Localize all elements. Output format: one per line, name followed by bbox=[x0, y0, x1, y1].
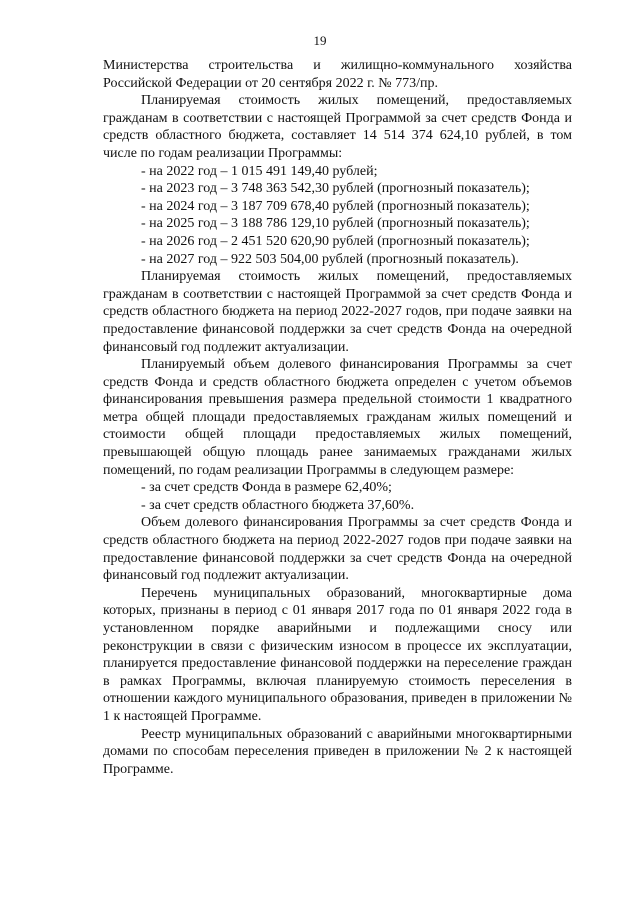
list-item: - за счет средств Фонда в размере 62,40%; bbox=[141, 480, 392, 496]
paragraph: Планируемая стоимость жилых помещений, предоставляемых гражданам в соответствии с настоящей Программой за счет средств Фонда и средств областного бюджета на период 2022-2027 годов, при подаче заявки на предоставление финансовой поддержки за счет средств Фонда на очередной финансовый год подлежит актуализации. bbox=[103, 269, 572, 355]
list-item: - на 2023 год – 3 748 363 542,30 рублей (прогнозный показатель); bbox=[141, 181, 530, 197]
list-item: - на 2024 год – 3 187 709 678,40 рублей (прогнозный показатель); bbox=[141, 198, 530, 214]
paragraph: Реестр муниципальных образований с аварийными многоквартирными домами по способам переселения приведен в приложении № 2 к настоящей Программе. bbox=[103, 726, 572, 777]
list-item: - на 2022 год – 1 015 491 149,40 рублей; bbox=[141, 163, 378, 179]
list-item: - за счет средств областного бюджета 37,60%. bbox=[141, 497, 415, 513]
paragraph: Объем долевого финансирования Программы за счет средств Фонда и средств областного бюджета на период 2022-2027 годов при подаче заявки на предоставление финансовой поддержки за счет средств Фонда на очередной финансовый год подлежит актуализации. bbox=[103, 515, 572, 584]
document-body bbox=[103, 57, 572, 778]
list-item: - на 2025 год – 3 188 786 129,10 рублей (прогнозный показатель); bbox=[141, 216, 530, 232]
paragraph: Перечень муниципальных образований, многоквартирные дома которых, признаны в период с 01 января 2017 года по 01 января 2022 года в установленном порядке аварийными и подлежащими сносу или реконструкции в связи с физическим износом в процессе их эксплуатации, планируется предоставление финансовой поддержки на переселение граждан в рамках Программы, включая планируемую стоимость переселения в отношении каждого муниципального образования, приведен в приложении № 1 к настоящей Программе. bbox=[103, 585, 572, 724]
paragraph: Министерства строительства и жилищно-коммунального хозяйства Российской Федерации от 20 сентября 2022 г. № 773/пр. bbox=[103, 58, 572, 91]
page-number: 19 bbox=[313, 33, 327, 48]
list-item: - на 2027 год – 922 503 504,00 рублей (прогнозный показатель). bbox=[141, 251, 519, 267]
paragraph: Планируемый объем долевого финансирования Программы за счет средств Фонда и средств областного бюджета определен с учетом объемов финансирования превышения размера предельной стоимости 1 квадратного метра общей площади предоставляемых гражданам жилых помещений и стоимости общей площади предоставляемых жилых помещений, превышающей общую площадь ранее занимаемых гражданами жилых помещений, по годам реализации Программы в следующем размере: bbox=[103, 357, 572, 478]
paragraph: Планируемая стоимость жилых помещений, предоставляемых гражданам в соответствии с настоящей Программой за счет средств Фонда и средств областного бюджета, составляет 14 514 374 624,10 рублей, в том числе по годам реализации Программы: bbox=[103, 93, 572, 161]
list-item: - на 2026 год – 2 451 520 620,90 рублей (прогнозный показатель); bbox=[141, 233, 530, 249]
